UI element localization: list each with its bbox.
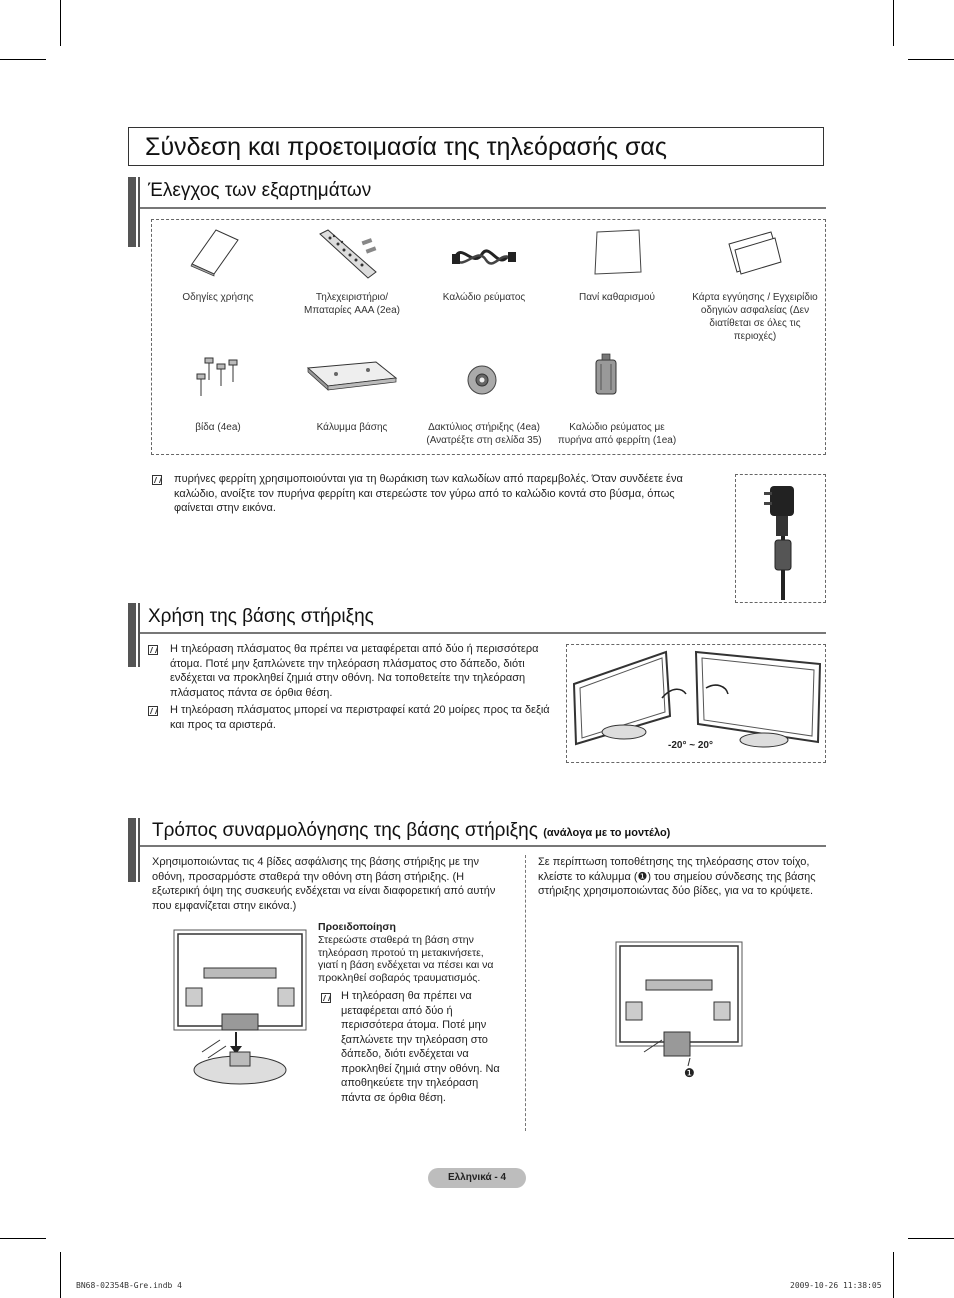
stand-use-heading: Χρήση της βάσης στήριξης bbox=[148, 606, 374, 627]
cleaning-cloth-icon bbox=[593, 228, 645, 276]
warning-title: Προειδοποίηση bbox=[318, 921, 396, 933]
ferrite-note: πυρήνες φερρίτη χρησιμοποιούνται για τη θωράκιση των καλωδίων από παρεμβολές. Όταν συνδέετε ένα καλώδιο, ανοίξτε τον πυρήνα φερρίτη και στερεώστε τον γύρω από το καλώδιο κοντά στο βύσμα, όπως φαίνεται στην εικόνα. bbox=[174, 473, 683, 514]
note-icon bbox=[148, 645, 158, 655]
remote-control-icon bbox=[316, 228, 386, 283]
crop-mark bbox=[893, 1252, 894, 1298]
item-caption: Καλώδιο ρεύματος με πυρήνα από φερρίτη (1ea) bbox=[557, 422, 677, 446]
item-caption: Καλώδιο ρεύματος bbox=[442, 292, 526, 303]
section-bar bbox=[138, 177, 140, 247]
print-timestamp: 2009-10-26 11:38:05 bbox=[790, 1281, 882, 1290]
section-underline bbox=[140, 845, 826, 847]
item-caption: βίδα (4ea) bbox=[195, 422, 241, 433]
section-underline bbox=[140, 207, 826, 209]
crop-mark bbox=[908, 59, 954, 60]
ferrite-core-icon bbox=[593, 354, 619, 400]
print-file-info: BN68-02354B-Gre.indb 4 bbox=[76, 1281, 182, 1290]
manual-icon bbox=[186, 226, 246, 276]
assembly-right-text: Σε περίπτωση τοποθέτησης της τηλεόρασης στον τοίχο, κλείστε το κάλυμμα (❶) του σημείου σύνδεσης της βάσης στήριξης χρησιμοποιώντας δύο βίδες, για να το κρύψετε. bbox=[538, 856, 816, 897]
stand-note-1: Η τηλεόραση πλάσματος θα πρέπει να μεταφέρεται από δύο ή περισσότερα άτομα. Ποτέ μην ξαπλώνετε την τηλεόραση πλάσματος στο δάπεδο, διότι ενδέχεται να προκληθεί ζημιά στην οθόνη. Να τοποθετείτε την τηλεόραση πλάσματος πάντα σε όρθια θέση. bbox=[170, 643, 539, 699]
section-bar bbox=[138, 603, 140, 667]
assembly-heading-note: (ανάλογα με το μοντέλο) bbox=[543, 827, 671, 839]
assembly-heading-text: Τρόπος συναρμολόγησης της βάσης στήριξης bbox=[152, 820, 538, 841]
note-icon bbox=[152, 475, 162, 485]
section-bar bbox=[128, 177, 136, 247]
item-caption: Οδηγίες χρήσης bbox=[182, 292, 254, 303]
plug-with-ferrite-icon bbox=[750, 478, 810, 600]
column-divider bbox=[525, 855, 526, 1131]
crop-mark bbox=[908, 1238, 954, 1239]
accessories-heading: Έλεγχος των εξαρτημάτων bbox=[148, 180, 372, 201]
holder-ring-icon bbox=[465, 364, 499, 396]
warranty-card-icon bbox=[727, 230, 787, 274]
item-caption: Δακτύλιος στήριξης (4ea) (Ανατρέξτε στη σελίδα 35) bbox=[426, 422, 542, 446]
section-underline bbox=[140, 632, 826, 634]
crop-mark bbox=[893, 0, 894, 46]
stand-cover-icon bbox=[306, 358, 398, 394]
page-number-badge: Ελληνικά - 4 bbox=[428, 1168, 526, 1188]
item-caption: Πανί καθαρισμού bbox=[579, 292, 655, 303]
warning-text: Στερεώστε σταθερά τη βάση στην τηλεόραση προτού τη μετακινήσετε, γιατί η βάση ενδέχεται να πέσει και να προκληθεί σοβαρός τραυματισμός. bbox=[318, 934, 494, 984]
crop-mark bbox=[0, 59, 46, 60]
tv-back-stand-assembly-icon bbox=[172, 928, 308, 1090]
item-caption: Κάλυμμα βάσης bbox=[316, 422, 388, 433]
note-icon bbox=[148, 706, 158, 716]
page-title: Σύνδεση και προετοιμασία της τηλεόρασής σας bbox=[145, 133, 667, 161]
stand-note-2: Η τηλεόραση πλάσματος μπορεί να περιστραφεί κατά 20 μοίρες προς τα δεξιά και προς τα αριστερά. bbox=[170, 704, 550, 731]
note-icon bbox=[321, 993, 331, 1003]
item-caption: Κάρτα εγγύησης / Εγχειρίδιο οδηγιών ασφαλείας (Δεν διατίθεται σε όλες τις περιοχές) bbox=[692, 292, 818, 342]
swivel-angle-label: -20° ~ 20° bbox=[668, 740, 713, 751]
assembly-left-text: Χρησιμοποιώντας τις 4 βίδες ασφάλισης της βάσης στήριξης με την οθόνη, προσαρμόστε σταθερά την οθόνη στη βάση στήριξης. (Η εξωτερική όψη της συσκευής ενδέχεται να είναι διαφορετική από αυτήν που εμφανίζεται στην εικόνα.) bbox=[152, 856, 496, 912]
warning-note: Η τηλεόραση θα πρέπει να μεταφέρεται από δύο ή περισσότερα άτομα. Ποτέ μην ξαπλώνετε την τηλεόραση στο δάπεδο, διότι ενδέχεται να προκληθεί ζημιά στην οθόνη. Να αποθηκεύετε την τηλεόραση πάντα σε όρθια θέση. bbox=[341, 990, 500, 1104]
crop-mark bbox=[60, 0, 61, 46]
section-bar bbox=[128, 818, 136, 882]
screws-icon bbox=[191, 356, 247, 402]
tv-back-wall-mount-icon bbox=[614, 940, 742, 1078]
section-bar bbox=[138, 818, 140, 882]
power-cord-icon bbox=[452, 240, 517, 275]
crop-mark bbox=[60, 1252, 61, 1298]
assembly-heading bbox=[152, 820, 670, 842]
item-caption: Τηλεχειριστήριο/ Μπαταρίες AAA (2ea) bbox=[303, 292, 400, 316]
page-title-box bbox=[128, 127, 824, 166]
crop-mark bbox=[0, 1238, 46, 1239]
section-bar bbox=[128, 603, 136, 667]
callout-number: ❶ bbox=[684, 1066, 695, 1080]
